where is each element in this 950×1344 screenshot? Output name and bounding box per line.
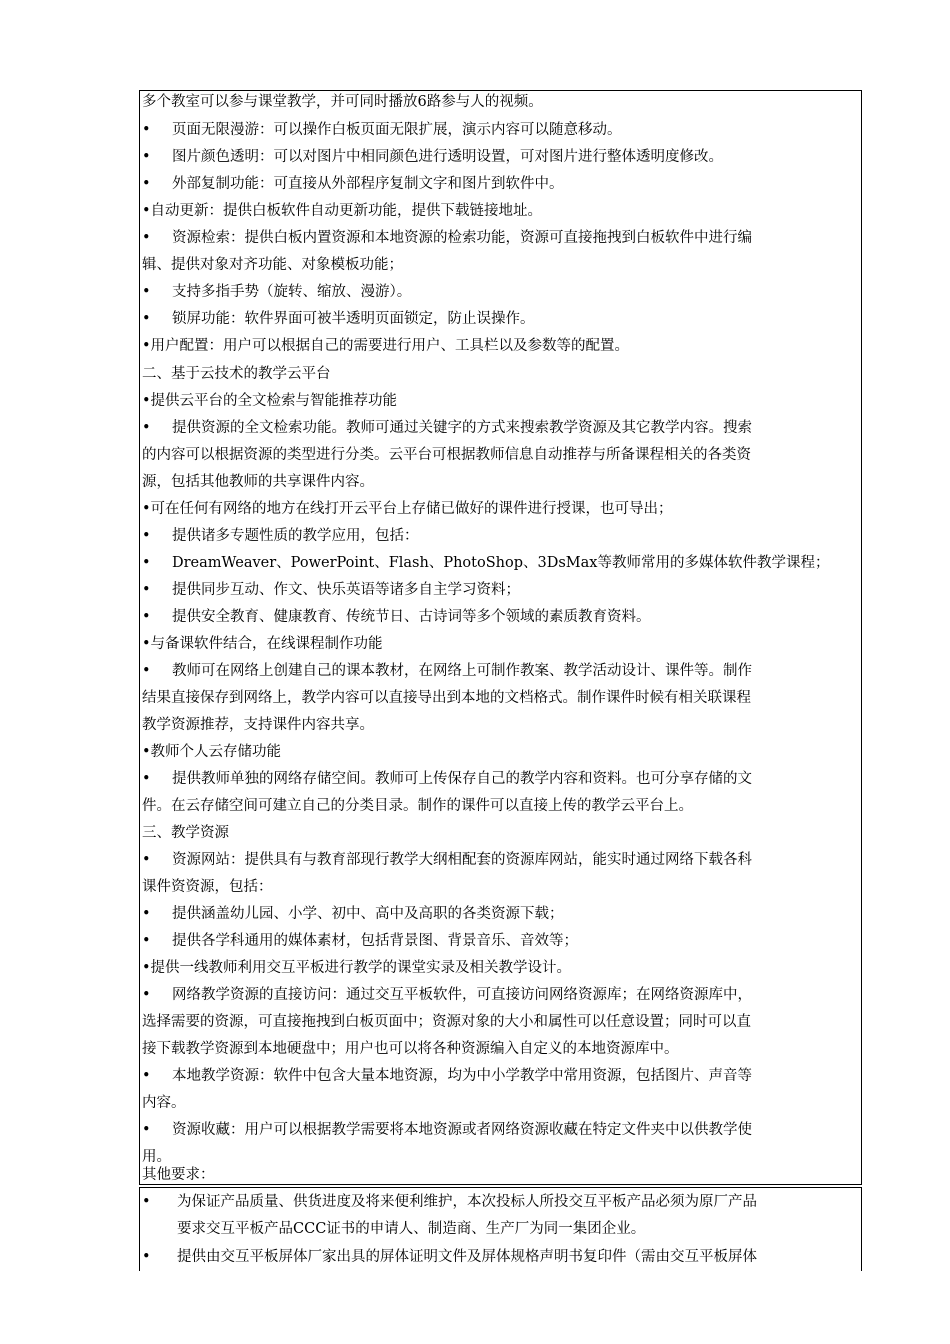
content-text: 接下载教学资源到本地硬盘中；用户也可以将各种资源编入自定义的本地资源库中。 [142,1041,679,1057]
requirement-line [142,1220,895,1238]
content-text: 外部复制功能：可直接从外部程序复制文字和图片到软件中。 [172,176,564,192]
content-text: •提供一线教师利用交互平板进行教学的课堂实录及相关教学设计。 [142,960,572,976]
content-line [142,256,860,274]
bullet-marker: • [142,987,151,1003]
content-line [142,905,860,923]
content-text: 件。在云存储空间可建立自己的分类目录。制作的课件可以直接上传的教学云平台上。 [142,798,693,814]
content-line [142,797,860,815]
content-text: 本地教学资源：软件中包含大量本地资源，均为中小学教学中常用资源，包括图片、声音等 [172,1068,752,1084]
requirement-text: 为保证产品质量、供货进度及将来便利维护，本次投标人所投交互平板产品必须为原厂产品 [177,1194,757,1210]
bullet-marker: • [142,149,151,165]
content-line [142,202,860,220]
bullet-marker: • [142,1068,151,1084]
bullet-marker: • [142,555,151,571]
content-line [142,283,860,301]
bullet-marker: • [142,420,151,436]
content-text: 教学资源推荐，支持课件内容共享。 [142,717,374,733]
content-text: 提供资源的全文检索功能。教师可通过关键字的方式来搜索教学资源及其它教学内容。搜索 [172,420,752,436]
content-line [142,229,860,247]
content-line [142,1094,860,1112]
content-text: •与备课软件结合，在线课程制作功能 [142,636,383,652]
bullet-marker: • [142,1122,151,1138]
content-line [142,986,860,1004]
content-line [142,446,860,464]
content-line [142,419,860,437]
content-text: 资源网站：提供具有与教育部现行教学大纲相配套的资源库网站，能实时通过网络下载各科 [172,852,752,868]
content-line [142,93,860,111]
content-line [142,716,860,734]
bullet-marker: • [142,663,151,679]
content-text: 锁屏功能：软件界面可被半透明页面锁定，防止误操作。 [172,311,535,327]
bullet-marker: • [142,176,151,192]
content-text: 提供诸多专题性质的教学应用，包括： [172,528,419,544]
content-line [142,1040,860,1058]
bullet-marker: • [142,609,151,625]
bullet-marker: • [142,528,151,544]
requirement-line [142,1193,860,1211]
content-text: 图片颜色透明：可以对图片中相同颜色进行透明设置，可对图片进行整体透明度修改。 [172,149,723,165]
content-line [142,689,860,707]
content-text: 资源收藏：用户可以根据教学需要将本地资源或者网络资源收藏在特定文件夹中以供教学使 [172,1122,752,1138]
bullet-marker: • [142,1194,151,1210]
content-text: 用。 [142,1149,171,1165]
content-line [142,527,860,545]
content-text: 结果直接保存到网络上，教学内容可以直接导出到本地的文档格式。制作课件时候有相关联课程 [142,690,751,706]
bullet-marker: • [142,582,151,598]
content-line [142,770,860,788]
content-text: •提供云平台的全文检索与智能推荐功能 [142,393,398,409]
content-line [142,959,860,977]
bullet-marker: • [142,933,151,949]
bullet-marker: • [142,284,151,300]
content-line [142,581,860,599]
content-text: 辑、提供对象对齐功能、对象模板功能； [142,257,403,273]
content-text: 源，包括其他教师的共享课件内容。 [142,474,374,490]
content-text: 提供同步互动、作文、快乐英语等诸多自主学习资料； [172,582,520,598]
content-text: 网络教学资源的直接访问：通过交互平板软件，可直接访问网络资源库；在网络资源库中， [172,987,752,1003]
content-text: •可在任何有网络的地方在线打开云平台上存储已做好的课件进行授课，也可导出； [142,501,673,517]
content-line [142,662,860,680]
content-text: 课件资资源，包括： [142,879,273,895]
content-line [142,1166,860,1184]
content-line [142,337,860,355]
bullet-marker: • [142,771,151,787]
content-line [142,1148,860,1166]
bullet-marker: • [142,906,151,922]
content-line [142,365,860,383]
content-line [142,608,860,626]
content-line [142,148,860,166]
content-line [142,500,860,518]
content-text: 二、基于云技术的教学云平台 [142,366,331,382]
bullet-marker: • [142,852,151,868]
requirement-text: 提供由交互平板屏体厂家出具的屏体证明文件及屏体规格声明书复印件（需由交互平板屏体 [177,1249,757,1265]
content-text: 页面无限漫游：可以操作白板页面无限扩展，演示内容可以随意移动。 [172,122,622,138]
content-line [142,932,860,950]
content-text: 三、教学资源 [142,825,229,841]
content-line [142,1067,860,1085]
content-text: 提供教师单独的网络存储空间。教师可上传保存自己的教学内容和资料。也可分享存储的文 [172,771,752,787]
content-text: 的内容可以根据资源的类型进行分类。云平台可根据教师信息自动推荐与所备课程相关的各类资 [142,447,751,463]
content-line [142,554,860,572]
bullet-marker: • [142,311,151,327]
content-text: •自动更新：提供白板软件自动更新功能，提供下载链接地址。 [142,203,543,219]
requirement-line [142,1248,860,1266]
bullet-marker: • [142,122,151,138]
content-text: 提供涵盖幼儿园、小学、初中、高中及高职的各类资源下载； [172,906,564,922]
content-line [142,824,860,842]
content-text: •用户配置：用户可以根据自己的需要进行用户、工具栏以及参数等的配置。 [142,338,630,354]
bullet-marker: • [142,230,151,246]
content-text: 多个教室可以参与课堂教学，并可同时播放6路参与人的视频。 [142,94,543,110]
content-text: 提供安全教育、健康教育、传统节日、古诗词等多个领域的素质教育资料。 [172,609,651,625]
content-line [142,743,860,761]
content-text: 支持多指手势（旋转、缩放、漫游）。 [172,284,412,300]
content-line [142,878,860,896]
content-text: 提供各学科通用的媒体素材，包括背景图、背景音乐、音效等； [172,933,578,949]
content-line [142,121,860,139]
content-text: •教师个人云存储功能 [142,744,282,760]
bullet-marker: • [142,1249,151,1265]
content-line [142,175,860,193]
content-text: 内容。 [142,1095,186,1111]
content-line [142,635,860,653]
content-line [142,473,860,491]
content-line [142,1121,860,1139]
content-line [142,310,860,328]
content-text: 选择需要的资源，可直接拖拽到白板页面中；资源对象的大小和属性可以任意设置；同时可以直 [142,1014,751,1030]
content-text: 资源检索：提供白板内置资源和本地资源的检索功能，资源可直接拖拽到白板软件中进行编 [172,230,752,246]
content-line [142,851,860,869]
content-line [142,1013,860,1031]
content-text: 教师可在网络上创建自己的课本教材，在网络上可制作教案、教学活动设计、课件等。制作 [172,663,752,679]
requirement-text: 要求交互平板产品CCC证书的申请人、制造商、生产厂为同一集团企业。 [177,1221,646,1237]
content-line [142,392,860,410]
content-text: DreamWeaver、PowerPoint、Flash、PhotoShop、3DsMax等教师常用的多媒体软件教学课程； [172,555,830,571]
content-text: 其他要求： [142,1167,215,1183]
